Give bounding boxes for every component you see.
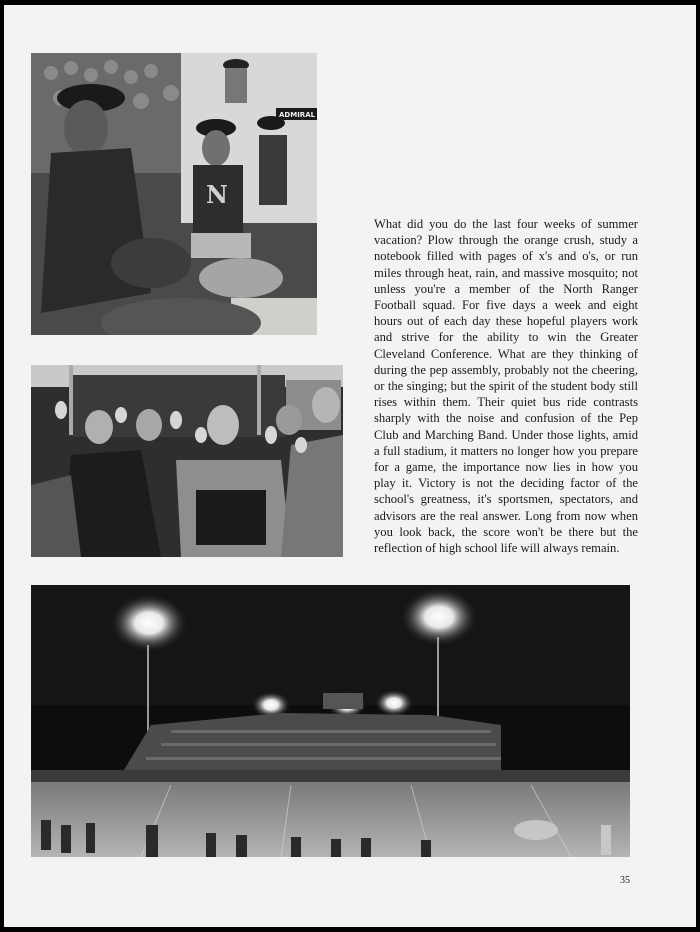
article-body: What did you do the last four weeks of summer vacation? Plow through the orange crush, study a notebook filled with pages of x's and o's, or run miles through heat, rain, and massive mosquito; not unless you're a member of the North Ranger Football squad. For five days a week and eight hours out of each day these hopeful players work and strive for the ability to win the Greater Cleveland Conference. What are they thinking of during the pep assembly, probably not the cheering, or the singing; but the spirit of the student body still rises within them. Their quiet bus ride contrasts sharply with the noise and confusion of the Pep Club and Marching Band. Under those lights, amid a full stadium, it matters no longer how you prepare for a game, the importance now lies in how you play it. Victory is not the deciding factor of the school's greatness, it's sportsmen, spectators, and advisors are the real answer. Long from now when you look back, the score won't be there but the reflection of high school life will always remain.	[374, 217, 638, 556]
bus-ride-photo	[31, 365, 343, 557]
yearbook-page	[4, 5, 696, 927]
page-number: 35	[620, 875, 630, 886]
cheerleaders-photo	[31, 53, 317, 335]
admiral-banner-text: ADMIRAL	[279, 111, 316, 119]
sweater-letter: N	[206, 180, 228, 209]
stadium-night-photo	[31, 585, 630, 857]
